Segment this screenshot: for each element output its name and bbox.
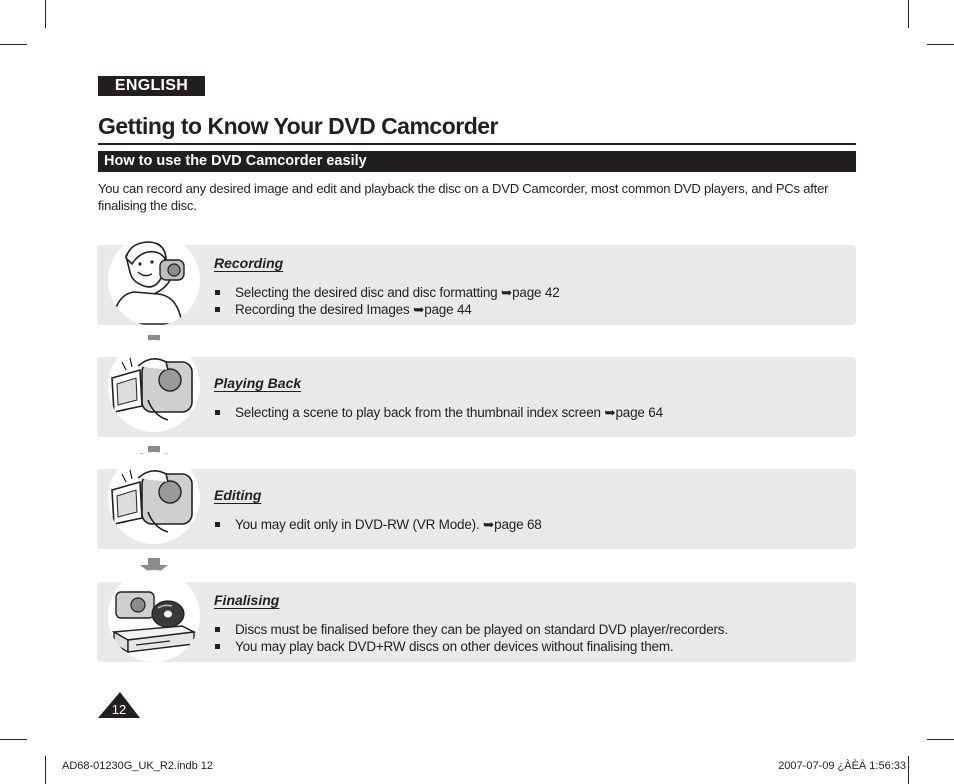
section-header <box>98 151 856 172</box>
list-item <box>214 621 728 638</box>
bullet-list <box>214 284 560 318</box>
bullet-list <box>214 404 663 421</box>
crop-mark <box>908 756 909 784</box>
bullet-text: Discs must be finalised before they can be played on standard DVD player/recorders. <box>235 622 728 637</box>
bullet-text: You may play back DVD+RW discs on other devices without finalising them. <box>235 639 674 654</box>
section-title: How to use the DVD Camcorder easily <box>104 153 367 169</box>
bullet-list <box>214 621 728 655</box>
language-badge: ENGLISH <box>98 76 205 96</box>
step-finalising <box>97 582 856 662</box>
step-title: Editing <box>214 487 262 503</box>
page-reference-icon: ➥ <box>604 405 616 420</box>
person-with-camcorder-icon <box>108 234 200 326</box>
page-reference: page 44 <box>424 302 472 317</box>
footer-file-info: AD68-01230G_UK_R2.indb 12 <box>62 760 214 772</box>
bullet-text: You may edit only in DVD-RW (VR Mode). <box>235 517 484 532</box>
bullet-text: Selecting the desired disc and disc formatting <box>235 285 501 300</box>
crop-mark <box>908 0 909 28</box>
step-title: Playing Back <box>214 375 302 391</box>
page-reference-icon: ➥ <box>501 285 513 300</box>
crop-mark <box>0 44 27 45</box>
list-item <box>214 404 663 421</box>
camcorder-lcd-editing-icon <box>108 452 200 544</box>
list-item <box>214 301 560 318</box>
bullet-list <box>214 516 542 533</box>
footer-timestamp: 2007-07-09 ¿ÀÈÄ 1:56:33 <box>778 760 906 772</box>
page-title: Getting to Know Your DVD Camcorder <box>98 113 499 139</box>
intro-paragraph: You can record any desired image and edit and playback the disc on a DVD Camcorder, most common DVD players, and PCs after finalising the disc. <box>98 181 829 213</box>
page-reference-icon: ➥ <box>483 517 495 532</box>
page-number: 12 <box>111 702 127 717</box>
crop-mark <box>45 756 46 784</box>
step-playing-back <box>97 357 856 437</box>
bullet-text: Recording the desired Images <box>235 302 414 317</box>
step-editing <box>97 469 856 549</box>
list-item <box>214 284 560 301</box>
crop-mark <box>0 739 27 740</box>
crop-mark <box>927 739 954 740</box>
list-item <box>214 638 728 655</box>
crop-mark <box>45 0 46 28</box>
step-title: Finalising <box>214 592 280 608</box>
page-reference-icon: ➥ <box>413 302 425 317</box>
page-reference: page 64 <box>615 405 663 420</box>
camcorder-disc-player-icon <box>108 570 200 662</box>
list-item <box>214 516 542 533</box>
title-divider <box>98 143 856 145</box>
page-reference: page 68 <box>494 517 542 532</box>
camcorder-lcd-playback-icon <box>108 340 200 432</box>
step-recording <box>97 245 856 325</box>
crop-mark <box>927 44 954 45</box>
page-reference: page 42 <box>512 285 560 300</box>
bullet-text: Selecting a scene to play back from the thumbnail index screen <box>235 405 605 420</box>
step-title: Recording <box>214 255 284 271</box>
